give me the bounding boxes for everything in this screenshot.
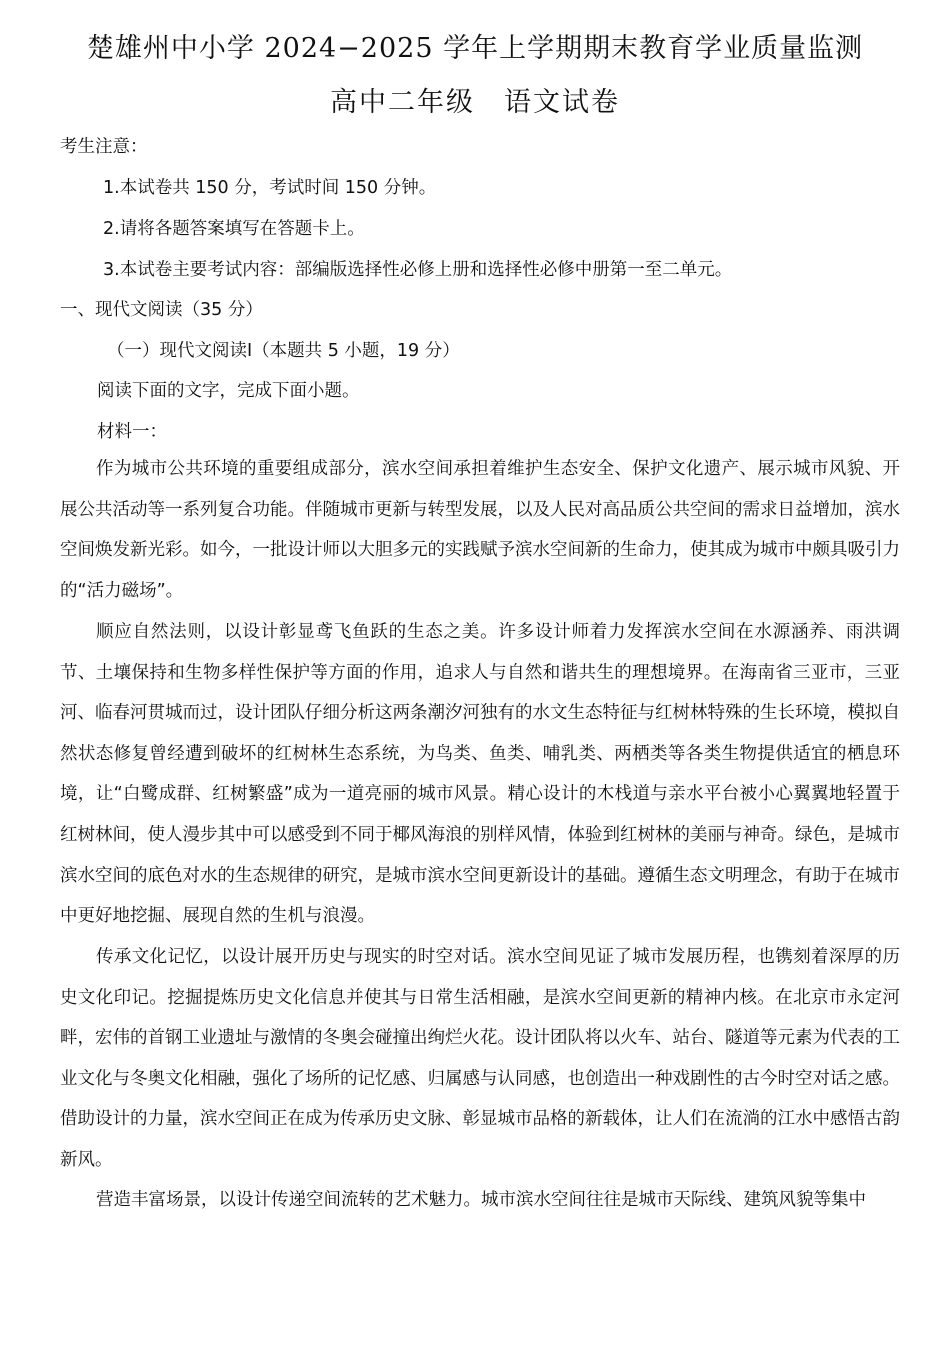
paragraph-4: 营造丰富场景，以设计传递空间流转的艺术魅力。城市滨水空间往往是城市天际线、建筑风貌等集中 (96, 1190, 866, 1210)
notice-heading: 考生注意： (60, 137, 148, 157)
paragraph-3: 传承文化记忆，以设计展开历史与现实的时空对话。滨水空间见证了城市发展历程，也镌刻着深厚的历史文化印记。挖掘提炼历史文化信息并使其与日常生活相融，是滨水空间更新的精神内核。在北京市永定河畔，宏伟的首钢工业遗址与激情的冬奥会碰撞出绚烂火花。设计团队将以火车、站台、隧道等元素为代表的工业文化与冬奥文化相融，强化了场所的记忆感、归属感与认同感，也创造出一种戏剧性的古今时空对话之感。借助设计的力量，滨水空间正在成为传承历史文脉、彰显城市品格的新载体，让人们在流淌的江水中感悟古韵新风。 (60, 947, 900, 1170)
section-heading: 一、现代文阅读（35 分） (60, 300, 263, 320)
material-label: 材料一： (97, 422, 167, 442)
paragraph-2: 顺应自然法则，以设计彰显鸢飞鱼跃的生态之美。许多设计师着力发挥滨水空间在水源涵养、雨洪调节、土壤保持和生物多样性保护等方面的作用，追求人与自然和谐共生的理想境界。在海南省三亚市，三亚河、临春河贯城而过，设计团队仔细分析这两条潮汐河独有的水文生态特征与红树林特殊的生长环境，模拟自然状态修复曾经遭到破坏的红树林生态系统，为鸟类、鱼类、哺乳类、两栖类等各类生物提供适宜的栖息环境，让“白鹭成群、红树繁盛”成为一道亮丽的城市风景。精心设计的木栈道与亲水平台被小心翼翼地轻置于红树林间，使人漫步其中可以感受到不同于椰风海浪的别样风情，体验到红树林的美丽与神奇。绿色，是城市滨水空间的底色对水的生态规律的研究，是城市滨水空间更新设计的基础。遵循生态文明理念，有助于在城市中更好地挖掘、展现自然的生机与浪漫。 (60, 622, 900, 927)
exam-title: 楚雄州中小学 2024−2025 学年上学期期末教育学业质量监测 (86, 33, 864, 64)
section-subheading: （一）现代文阅读Ⅰ（本题共 5 小题，19 分） (107, 341, 460, 361)
paragraph-1: 作为城市公共环境的重要组成部分，滨水空间承担着维护生态安全、保护文化遗产、展示城市风貌、开展公共活动等一系列复合功能。伴随城市更新与转型发展，以及人民对高品质公共空间的需求日益增加，滨水空间焕发新光彩。如今，一批设计师以大胆多元的实践赋予滨水空间新的生命力，使其成为城市中颇具吸引力的“活力磁场”。 (60, 459, 900, 601)
exam-subtitle: 高中二年级 语文试卷 (330, 87, 620, 118)
notice-item-2: 2.请将各题答案填写在答题卡上。 (103, 219, 365, 239)
reading-instruction: 阅读下面的文字，完成下面小题。 (97, 381, 360, 401)
notice-item-3: 3.本试卷主要考试内容：部编版选择性必修上册和选择性必修中册第一至二单元。 (103, 260, 733, 280)
notice-item-1: 1.本试卷共 150 分，考试时间 150 分钟。 (103, 178, 437, 198)
